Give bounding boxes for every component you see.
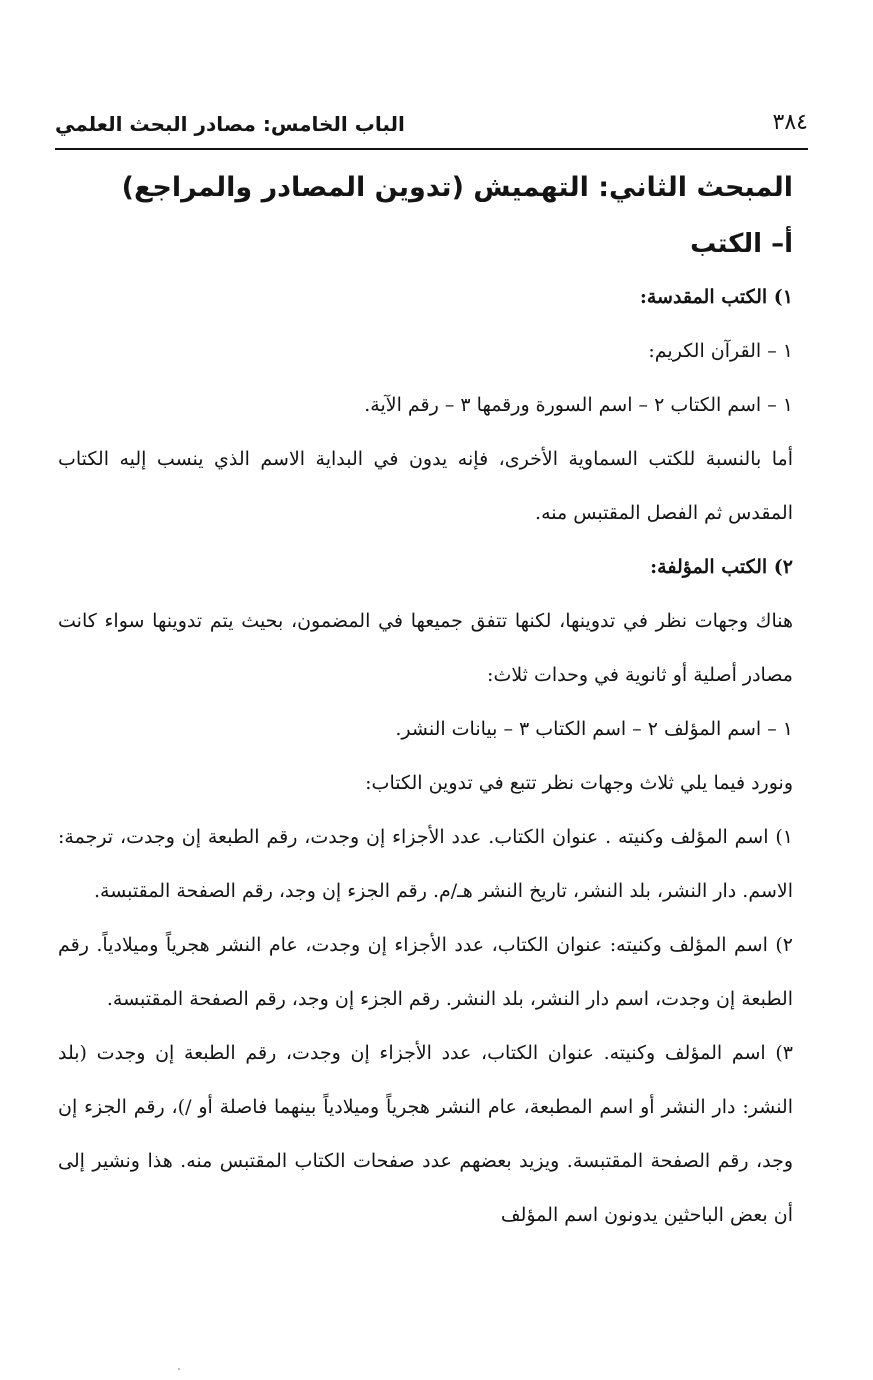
page-header [55,108,808,144]
authored-books-heading: ٢) الكتب المؤلفة: [650,556,793,578]
viewpoint-3: ٣) اسم المؤلف وكنيته. عنوان الكتاب، عدد الأجزاء إن وجدت، رقم الطبعة إن وجدت (بلد النشر: دار النشر أو اسم المطبعة، عام النشر هجرياً وميلادياً بينهما فاصلة أو /)، رقم الجزء إن وجد، رقم الصفحة المقتبسة. ويزيد بعضهم عدد صفحات الكتاب المقتبس منه. هذا ونشير إلى أن بعض الباحثين يدونون اسم المؤلف [58,1042,793,1226]
quran-citation-format: ١ – اسم الكتاب ٢ – اسم السورة ورقمها ٣ – رقم الآية. [364,394,793,416]
viewpoint-1: ١) اسم المؤلف وكنيته . عنوان الكتاب. عدد الأجزاء إن وجدت، رقم الطبعة إن وجدت، ترجمة: الاسم. دار النشر، بلد النشر، تاريخ النشر هـ/م. رقم الجزء إن وجد، رقم الصفحة المقتبسة. [58,826,793,902]
section-title: المبحث الثاني: التهميش (تدوين المصادر والمراجع) [121,172,793,203]
viewpoint-2: ٢) اسم المؤلف وكنيته: عنوان الكتاب، عدد الأجزاء إن وجدت، عام النشر هجرياً وميلادياً. رقم الطبعة إن وجدت، اسم دار النشر، بلد النشر. رقم الجزء إن وجد، رقم الصفحة المقتبسة. [58,934,793,1010]
page-number: ٣٨٤ [772,110,808,135]
other-scriptures-paragraph: أما بالنسبة للكتب السماوية الأخرى، فإنه يدون في البداية الاسم الذي ينسب إليه الكتاب المقدس ثم الفصل المقتبس منه. [58,448,793,524]
running-title: الباب الخامس: مصادر البحث العلمي [55,112,405,136]
subsection-title: أ– الكتب [690,229,793,259]
sacred-books-heading: ١) الكتب المقدسة: [639,286,793,308]
header-divider [55,148,808,150]
scan-speck [178,1368,180,1370]
citation-units: ١ – اسم المؤلف ٢ – اسم الكتاب ٣ – بيانات النشر. [395,718,793,740]
authored-books-intro: هناك وجهات نظر في تدوينها، لكنها تتفق جميعها في المضمون، بحيث يتم تدوينها سواء كانت مصادر أصلية أو ثانوية في وحدات ثلاث: [58,610,793,686]
page-body [58,160,793,1242]
quran-label: ١ – القرآن الكريم: [648,340,793,362]
viewpoints-lead-in: ونورد فيما يلي ثلاث وجهات نظر تتبع في تدوين الكتاب: [365,772,793,794]
